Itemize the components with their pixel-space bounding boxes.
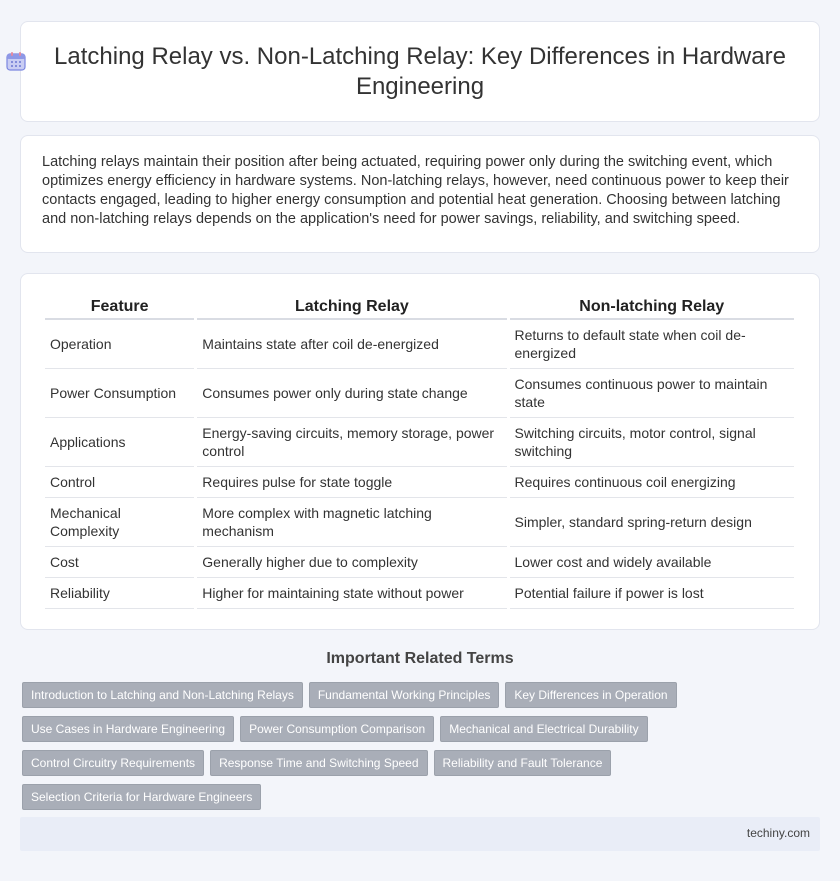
table-cell: Generally higher due to complexity <box>197 547 506 578</box>
table-cell: Requires pulse for state toggle <box>197 467 506 498</box>
table-cell: Power Consumption <box>45 369 194 418</box>
related-term-link[interactable]: Use Cases in Hardware Engineering <box>22 716 234 742</box>
related-term-link[interactable]: Mechanical and Electrical Durability <box>440 716 647 742</box>
related-term-link[interactable]: Control Circuitry Requirements <box>22 750 204 776</box>
table-cell: More complex with magnetic latching mechanism <box>197 498 506 547</box>
intro-card <box>20 135 820 253</box>
related-term-link[interactable]: Fundamental Working Principles <box>309 682 500 708</box>
table-cell: Consumes continuous power to maintain state <box>510 369 794 418</box>
comparison-table-card <box>20 273 820 630</box>
title-wrap <box>51 42 789 102</box>
related-term-link[interactable]: Response Time and Switching Speed <box>210 750 427 776</box>
table-cell: Returns to default state when coil de-energized <box>510 320 794 369</box>
header-non-latching: Non-latching Relay <box>510 294 794 320</box>
table-cell: Energy-saving circuits, memory storage, power control <box>197 418 506 467</box>
page-title: Latching Relay vs. Non-Latching Relay: Key Differences in Hardware Engineering <box>54 42 786 100</box>
table-row <box>45 547 794 578</box>
footer-site-name: techiny.com <box>746 826 810 840</box>
table-header-row <box>45 294 794 320</box>
table-cell: Maintains state after coil de-energized <box>197 320 506 369</box>
table-cell: Switching circuits, motor control, signal switching <box>510 418 794 467</box>
table-cell: Mechanical Complexity <box>45 498 194 547</box>
header-latching: Latching Relay <box>197 294 506 320</box>
title-card <box>20 21 820 122</box>
table-cell: Lower cost and widely available <box>510 547 794 578</box>
related-terms-heading: Important Related Terms <box>326 650 514 667</box>
calendar-icon <box>5 50 27 72</box>
table-row <box>45 578 794 609</box>
table-row <box>45 320 794 369</box>
related-terms-list <box>22 682 812 810</box>
footer <box>20 817 820 851</box>
comparison-table <box>42 294 797 609</box>
table-row <box>45 369 794 418</box>
header-feature: Feature <box>45 294 194 320</box>
related-term-link[interactable]: Key Differences in Operation <box>505 682 676 708</box>
related-term-link[interactable]: Selection Criteria for Hardware Engineers <box>22 784 261 810</box>
table-cell: Control <box>45 467 194 498</box>
table-row <box>45 418 794 467</box>
related-term-link[interactable]: Power Consumption Comparison <box>240 716 434 742</box>
intro-paragraph: Latching relays maintain their position after being actuated, requiring power only during the switching event, which optimizes energy efficiency in hardware systems. Non-latching relays, however, need continuous power to keep their contacts engaged, leading to higher energy consumption and potential heat generation. Choosing between latching and non-latching relays depends on the application's need for power savings, reliability, and switching speed. <box>42 154 789 227</box>
table-cell: Requires continuous coil energizing <box>510 467 794 498</box>
table-cell: Cost <box>45 547 194 578</box>
table-row <box>45 498 794 547</box>
table-cell: Simpler, standard spring-return design <box>510 498 794 547</box>
table-cell: Potential failure if power is lost <box>510 578 794 609</box>
table-cell: Applications <box>45 418 194 467</box>
table-row <box>45 467 794 498</box>
related-term-link[interactable]: Introduction to Latching and Non-Latching Relays <box>22 682 303 708</box>
table-cell: Higher for maintaining state without power <box>197 578 506 609</box>
table-cell: Operation <box>45 320 194 369</box>
table-cell: Consumes power only during state change <box>197 369 506 418</box>
table-cell: Reliability <box>45 578 194 609</box>
related-term-link[interactable]: Reliability and Fault Tolerance <box>434 750 612 776</box>
